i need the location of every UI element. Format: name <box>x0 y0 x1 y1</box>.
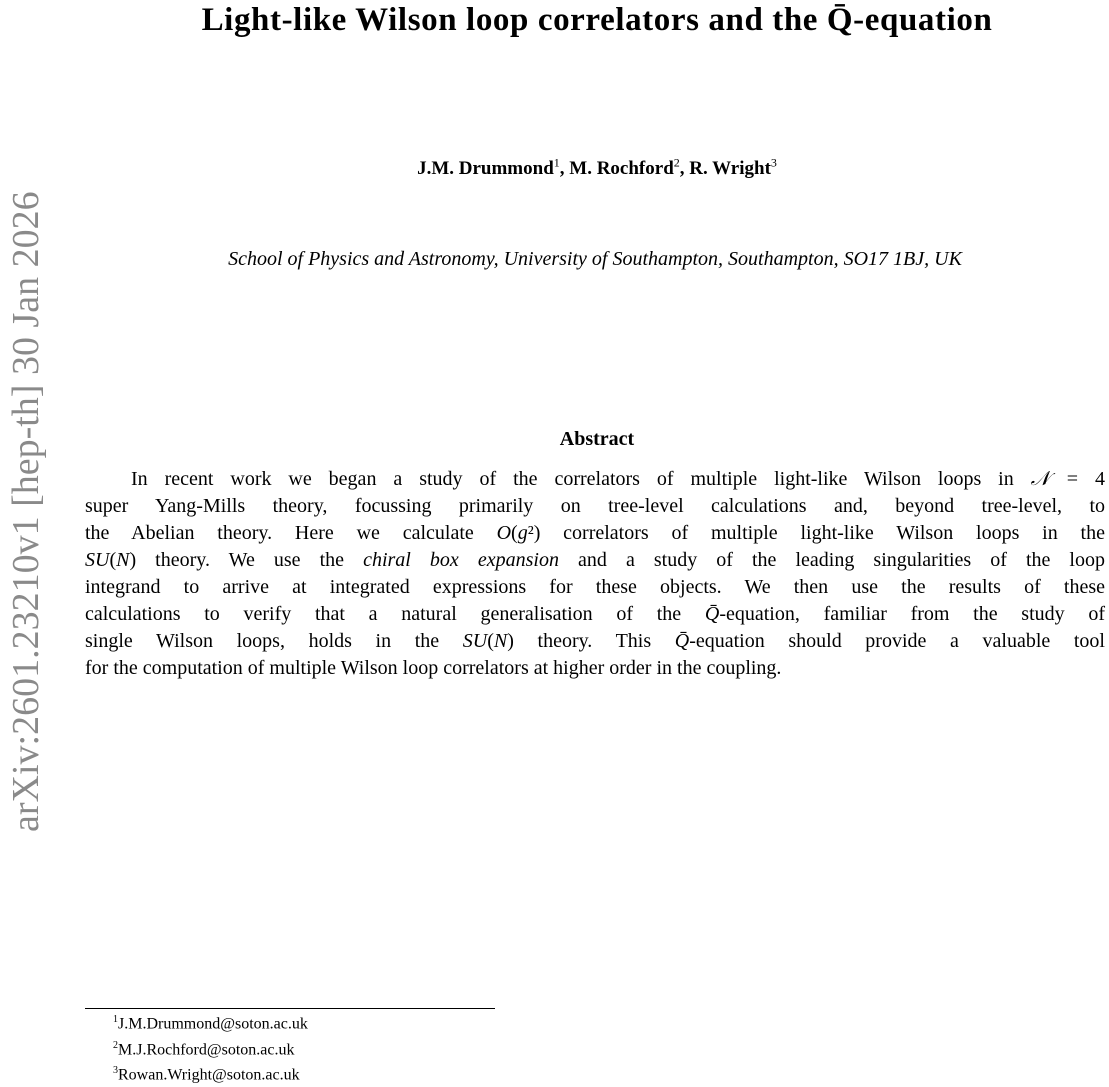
text-segment: and a study of the leading singularities of the loop <box>558 549 1105 571</box>
abstract-heading: Abstract <box>559 428 635 450</box>
math-symbol: N <box>493 630 508 652</box>
footnote: $^1$J.M.Drummond@soton.ac.uk <box>113 1014 308 1033</box>
abstract-line <box>85 547 1105 574</box>
math-symbol: O <box>496 522 512 544</box>
emphasis-text: chiral box expansion <box>363 549 559 571</box>
text-segment: ( <box>109 549 117 571</box>
abstract-line <box>85 520 1105 547</box>
affiliation: School of Physics and Astronomy, University of Southampton, Southampton, SO17 1BJ, UK <box>228 248 962 270</box>
text-segment: integrand to arrive at integrated expressions for these objects. We then use the results of these <box>85 576 1105 598</box>
math-symbol: Q̄ <box>704 603 720 625</box>
math-symbol: g <box>517 522 528 544</box>
text-segment: the Abelian theory. Here we calculate <box>85 522 497 544</box>
author: M. Rochford$^2$, <box>569 156 690 180</box>
footnote: $^2$M.J.Rochford@soton.ac.uk <box>113 1040 295 1059</box>
arxiv-stamp: arXiv:2601.23210v1 [hep-th] 30 Jan 2026 <box>5 191 47 832</box>
text-segment: -equation should provide a valuable tool <box>689 630 1105 652</box>
text-segment: super Yang-Mills theory, focussing primarily on tree-level calculations and, beyond tree-level, to <box>85 495 1105 517</box>
paper-title: Light-like Wilson loop correlators and the Q̄-equation <box>201 2 993 38</box>
text-segment: single Wilson loops, holds in the <box>85 630 463 652</box>
text-segment: ( <box>487 630 494 652</box>
text-segment: -equation, familiar from the study of <box>719 603 1106 625</box>
footnote: $^3$Rowan.Wright@soton.ac.uk <box>113 1065 300 1084</box>
author-list <box>85 156 1109 180</box>
abstract-line <box>85 466 1105 493</box>
author: J.M. Drummond$^1$, <box>417 156 570 180</box>
math-symbol: SU <box>85 549 110 571</box>
text-segment: = 4 <box>1049 468 1105 490</box>
abstract-line <box>85 574 1105 601</box>
abstract-body <box>85 466 1105 682</box>
author: R. Wright$^3$ <box>689 156 777 180</box>
text-segment: In recent work we began a study of the correlators of multiple light-like Wilson loops in <box>131 468 1031 490</box>
text-segment: ( <box>511 522 518 544</box>
text-segment: ²) correlators of multiple light-like Wilson loops in the <box>527 522 1105 544</box>
footnote-rule <box>85 1008 495 1009</box>
abstract-line <box>85 601 1105 628</box>
math-symbol: N <box>116 549 130 571</box>
math-symbol: SU <box>462 630 488 652</box>
math-symbol: Q̄ <box>674 630 690 652</box>
text-segment: ) theory. We use the <box>129 549 364 571</box>
abstract-line <box>85 628 1105 655</box>
abstract-line <box>85 655 1105 682</box>
abstract-line <box>85 493 1105 520</box>
text-segment: calculations to verify that a natural generalisation of the <box>85 603 705 625</box>
text-segment: ) theory. This <box>507 630 675 652</box>
text-segment: for the computation of multiple Wilson loop correlators at higher order in the coupling. <box>85 657 782 679</box>
math-symbol: 𝒩 <box>1030 468 1050 490</box>
